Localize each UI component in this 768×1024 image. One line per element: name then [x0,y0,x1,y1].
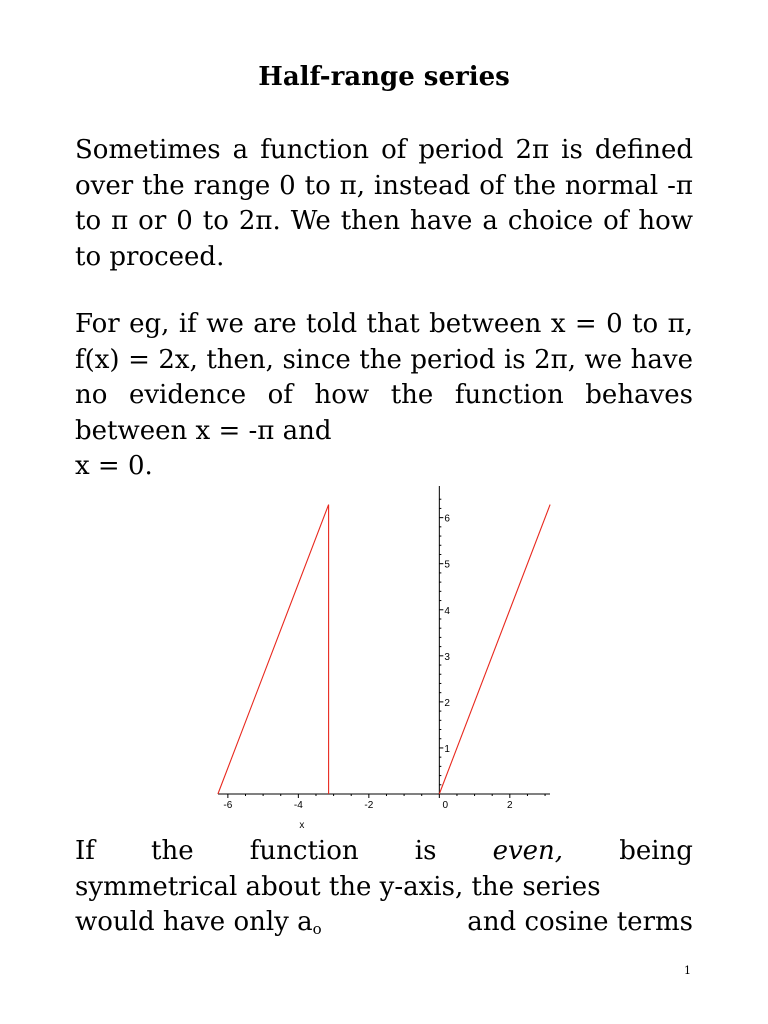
page-title: Half-range series [258,62,510,92]
y-tick-label: 4 [444,605,450,617]
x-tick-label: 0 [442,800,449,811]
paragraph-example [75,307,693,485]
paragraph-even-line2: symmetrical about the y-axis, the series [75,871,601,902]
paragraph-even-line3-pre: would have only $a_o$ [75,907,322,938]
plot-ticks [223,499,545,811]
word: is [414,836,437,866]
plot-axes [218,486,550,794]
x-tick-label: 2 [507,800,513,811]
x-tick-label: -4 [293,800,303,811]
paragraph-even-line3 [75,905,693,941]
function-plot [200,480,580,840]
series-line-1 [218,505,329,794]
paragraph-even-line1 [75,834,693,870]
word: If [75,836,95,866]
word: being [619,836,693,866]
y-tick-label: 3 [444,651,450,663]
x-tick-label: -6 [223,800,233,811]
series-line-2 [439,505,550,794]
y-tick-label: 6 [444,513,450,525]
x-axis-label: x [299,820,305,831]
word-even-italic: even, [492,836,564,866]
paragraph-example-end: x = 0. [75,451,153,481]
subscript-o: o [312,920,322,938]
word: the [151,836,194,866]
y-tick-label: 5 [444,559,450,571]
page-number: 1 [684,964,691,977]
plot-series [218,505,550,794]
x-tick-label: -2 [364,800,374,811]
y-tick-label: 2 [444,697,450,709]
paragraph-intro: Sometimes a function of period 2π is defined over the range 0 to π, instead of the normal -π to π or 0 to 2π. We then have a choice of how to proceed. [75,135,693,272]
paragraph-even [75,834,693,941]
paragraph-example-text: For eg, if we are told that between x = 0 to π, f(x) = 2x, then, since the period is 2π, we have no evidence of how the function behaves between x = -π and [75,309,693,446]
y-tick-label: 1 [444,743,450,755]
paragraph-even-line3-post: and cosine terms [459,907,693,937]
word: function [249,836,359,866]
